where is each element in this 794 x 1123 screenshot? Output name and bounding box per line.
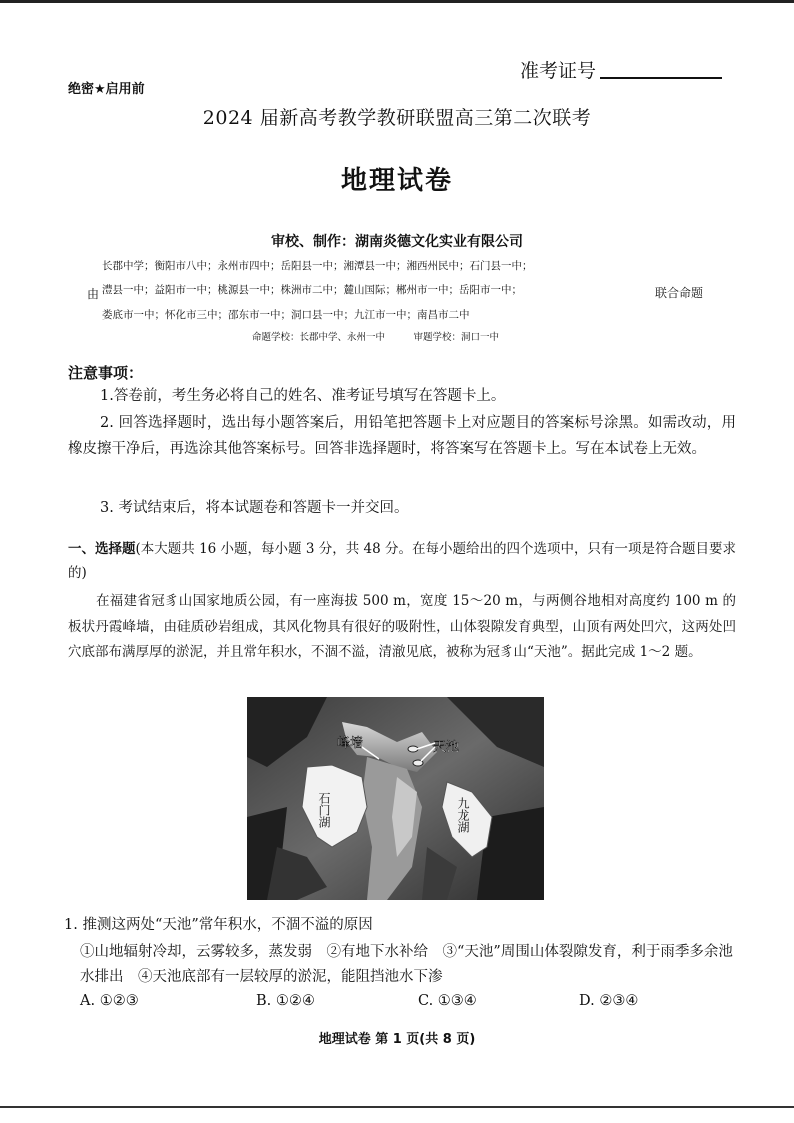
section-title: 一、选择题 <box>68 541 136 557</box>
label-fengqiang: 峰墙 <box>337 736 364 751</box>
scan-top-edge <box>0 0 794 3</box>
joint-proposition-label: 联合命题 <box>655 286 704 300</box>
question-intro: 在福建省冠豸山国家地质公园，有一座海拔 500 m，宽度 15～20 m，与两侧谷地相对高度约 100 m 的板状丹霞峰墙，由硅质砂岩组成，其风化物具有很好的吸附性，山体裂隙发育典型，山顶有两处凹穴，这两处凹穴底部布满厚厚的淤泥，并且常年积水，不涸不溢，清澈见底，被称为冠豸山“天池”。据此完成 1～2 题。 <box>68 593 736 660</box>
label-shimen-lake: 石门湖 <box>317 792 331 828</box>
note-item-1: 1.答卷前，考生务必将自己的姓名、准考证号填写在答题卡上。 <box>100 388 506 404</box>
label-tianchi: 天池 <box>433 740 460 755</box>
exam-title: 2024 届新高考教学教研联盟高三第二次联考 <box>202 107 592 129</box>
notes-heading: 注意事项： <box>68 364 144 382</box>
schools-line-2: 澧县一中；益阳市一中；桃源县一中；株洲市二中；麓山国际；郴州市一中；岳阳市一中； <box>102 284 522 296</box>
proposing-schools: 命题学校：长郡中学、永州一中 审题学校：洞口一中 <box>252 332 500 343</box>
tianchi-photo <box>247 697 544 900</box>
note-item-3: 3. 考试结束后，将本试题卷和答题卡一并交回。 <box>100 500 409 516</box>
ticket-number-label: 准考证号 <box>520 60 597 82</box>
choice-a: A. ①②③ <box>80 993 139 1009</box>
question-1-statements: ①山地辐射冷却，云雾较多，蒸发弱 ②有地下水补给 ③“天池”周围山体裂隙发育，利于雨季多余池水排出 ④天池底部有一层较厚的淤泥，能阻挡池水下渗 <box>80 944 733 985</box>
scan-bottom-edge <box>0 1106 794 1108</box>
note-item-2: 2. 回答选择题时，选出每小题答案后，用铅笔把答题卡上对应题目的答案标号涂黑。如需改动，用橡皮擦干净后，再选涂其他答案标号。回答非选择题时，将答案写在答题卡上。写在本试卷上无效。 <box>68 415 736 457</box>
confidential-label: 绝密★启用前 <box>68 82 145 97</box>
page-footer: 地理试卷 第 1 页(共 8 页) <box>318 1032 476 1047</box>
question-1-stem: 1. 推测这两处“天池”常年积水，不涸不溢的原因 <box>64 917 373 933</box>
ticket-number-blank[interactable] <box>600 59 722 79</box>
label-jiulong-lake: 九龙湖 <box>456 797 470 833</box>
subject-title: 地理试卷 <box>340 166 453 196</box>
section-heading <box>68 537 736 585</box>
by-label: 由 <box>87 287 100 301</box>
schools-line-3: 娄底市一中；怀化市三中；邵东市一中；洞口县一中；九江市一中；南昌市二中 <box>102 309 470 321</box>
ticket-number-field <box>520 56 722 83</box>
section-instructions: (本大题共 16 小题，每小题 3 分，共 48 分。在每小题给出的四个选项中，只有一项是符合题目要求的) <box>68 541 737 581</box>
choice-d: D. ②③④ <box>579 993 639 1009</box>
choice-c: C. ①③④ <box>418 993 477 1009</box>
publisher-line: 审校、制作：湖南炎德文化实业有限公司 <box>271 234 523 250</box>
choice-b: B. ①②④ <box>256 993 315 1009</box>
schools-line-1: 长郡中学；衡阳市八中；永州市四中；岳阳县一中；湘潭县一中；湘西州民中；石门县一中； <box>102 260 533 272</box>
